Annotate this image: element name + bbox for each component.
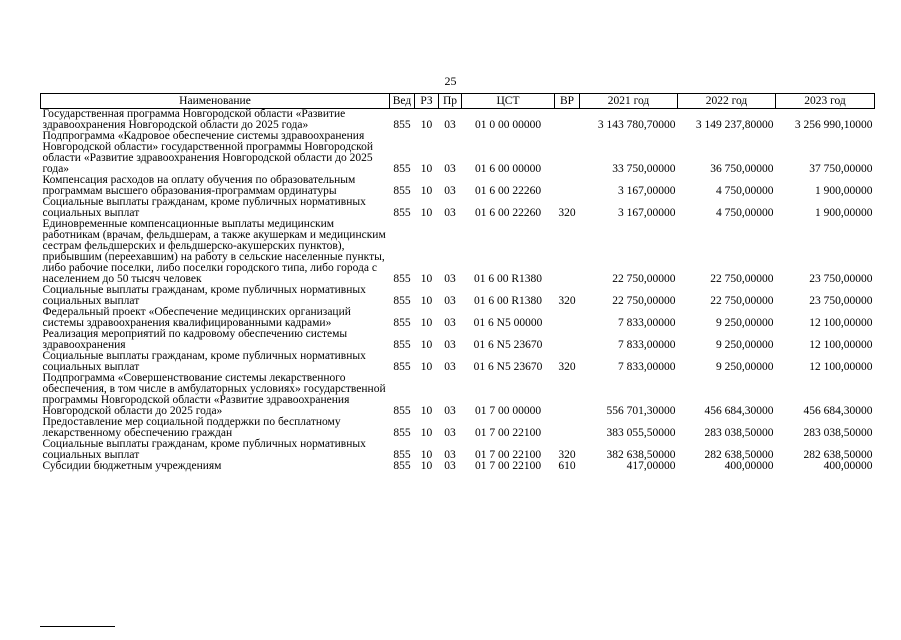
header-rz: РЗ xyxy=(415,94,439,109)
cell-rz: 10 xyxy=(420,405,433,417)
cell-2022: 9 250,00000 xyxy=(716,361,774,373)
cell-pr: 03 xyxy=(444,361,456,373)
cell-pr: 03 xyxy=(444,460,456,472)
cell-cst: 01 7 00 22100 xyxy=(474,449,542,461)
cell-2022: 3 149 237,80000 xyxy=(695,119,774,131)
cell-vr xyxy=(555,417,580,439)
cell-cst: 01 6 N5 23670 xyxy=(473,339,543,351)
cell-rz: 10 xyxy=(420,427,433,439)
cell-pr: 03 xyxy=(444,449,456,461)
cell-cst: 01 7 00 00000 xyxy=(474,405,542,417)
cell-2021: 3 167,00000 xyxy=(618,207,676,219)
cell-ved: 855 xyxy=(393,207,411,219)
cell-2021: 22 750,00000 xyxy=(612,295,676,307)
cell-vr xyxy=(555,373,580,417)
table-row xyxy=(41,439,875,461)
cell-2021: 382 638,50000 xyxy=(606,449,676,461)
cell-name: Субсидии бюджетным учреждениям xyxy=(42,460,222,472)
cell-2023: 12 100,00000 xyxy=(809,361,873,373)
budget-table xyxy=(40,93,875,472)
table-row xyxy=(41,131,875,175)
cell-pr: 03 xyxy=(444,185,456,197)
cell-vr xyxy=(555,109,580,132)
cell-rz: 10 xyxy=(420,460,433,472)
cell-2021: 417,00000 xyxy=(626,460,676,472)
cell-name: Подпрограмма «Совершенствование системы лекарственного обеспечения, в том числе в амбулаторных условиях» государственной программы Новгородской области «Развитие здравоохранения Новгородской области до 2025 года» xyxy=(42,372,386,417)
page-number: 25 xyxy=(444,74,457,88)
cell-vr: 610 xyxy=(558,460,576,472)
table-body xyxy=(41,109,875,473)
cell-2023: 283 038,50000 xyxy=(803,427,873,439)
cell-pr: 03 xyxy=(444,339,456,351)
cell-pr: 03 xyxy=(444,163,456,175)
table-row xyxy=(41,329,875,351)
cell-2021: 22 750,00000 xyxy=(612,273,676,285)
cell-name: Социальные выплаты гражданам, кроме публичных нормативных социальных выплат xyxy=(42,284,366,307)
cell-name: Предоставление мер социальной поддержки по бесплатному лекарственному обеспечению граждан xyxy=(42,416,341,439)
cell-vr: 320 xyxy=(558,207,576,219)
cell-rz: 10 xyxy=(420,339,433,351)
cell-rz: 10 xyxy=(420,163,433,175)
cell-cst: 01 6 00 22260 xyxy=(474,185,542,197)
cell-2022: 4 750,00000 xyxy=(716,185,774,197)
cell-name: Социальные выплаты гражданам, кроме публичных нормативных социальных выплат xyxy=(42,350,366,373)
table-row xyxy=(41,109,875,132)
cell-cst: 01 6 00 00000 xyxy=(474,163,542,175)
cell-name: Единовременные компенсационные выплаты медицинским работникам (врачам, фельдшерам, а также акушеркам и медицинским сестрам фельдшерских и фельдшерско-акушерских пунктов), прибывшим (переехавшим) на работу в сельские населенные пункты, либо рабочие поселки, либо поселки городского типа, либо города с населением до 50 тысяч человек xyxy=(42,218,386,285)
cell-cst: 01 6 N5 23670 xyxy=(473,361,543,373)
cell-ved: 855 xyxy=(393,185,411,197)
cell-name: Государственная программа Новгородской области «Развитие здравоохранения Новгородской области до 2025 года» xyxy=(42,108,346,131)
cell-vr xyxy=(555,175,580,197)
cell-ved: 855 xyxy=(393,460,411,472)
cell-2023: 23 750,00000 xyxy=(809,295,873,307)
cell-2023: 12 100,00000 xyxy=(809,339,873,351)
cell-cst: 01 6 00 22260 xyxy=(474,207,542,219)
cell-2022: 282 638,50000 xyxy=(704,449,774,461)
header-vr: ВР xyxy=(555,94,580,109)
cell-name: Компенсация расходов на оплату обучения по образовательным программам высшего образования-программам ординатуры xyxy=(42,174,356,197)
cell-2021: 3 167,00000 xyxy=(618,185,676,197)
cell-2021: 33 750,00000 xyxy=(612,163,676,175)
cell-2022: 283 038,50000 xyxy=(704,427,774,439)
cell-2022: 4 750,00000 xyxy=(716,207,774,219)
cell-pr: 03 xyxy=(444,273,456,285)
cell-ved: 855 xyxy=(393,339,411,351)
cell-vr: 320 xyxy=(558,361,576,373)
cell-2022: 9 250,00000 xyxy=(716,317,774,329)
cell-2022: 9 250,00000 xyxy=(716,339,774,351)
table-row xyxy=(41,417,875,439)
cell-pr: 03 xyxy=(444,427,456,439)
cell-name: Федеральный проект «Обеспечение медицинских организаций системы здравоохранения квалифицированными кадрами» xyxy=(42,306,351,329)
cell-2023: 282 638,50000 xyxy=(803,449,873,461)
cell-2023: 37 750,00000 xyxy=(809,163,873,175)
table-row xyxy=(41,219,875,285)
header-pr: Пр xyxy=(439,94,462,109)
cell-2021: 383 055,50000 xyxy=(606,427,676,439)
cell-2021: 3 143 780,70000 xyxy=(597,119,676,131)
cell-name: Реализация мероприятий по кадровому обеспечению системы здравоохранения xyxy=(42,328,348,351)
header-2022: 2022 год xyxy=(678,94,776,109)
cell-pr: 03 xyxy=(444,119,456,131)
table-row xyxy=(41,175,875,197)
cell-cst: 01 7 00 22100 xyxy=(474,427,542,439)
cell-2021: 7 833,00000 xyxy=(618,361,676,373)
cell-2023: 1 900,00000 xyxy=(815,207,873,219)
cell-ved: 855 xyxy=(393,163,411,175)
table-row xyxy=(41,285,875,307)
cell-cst: 01 0 00 00000 xyxy=(474,119,542,131)
table-header-row xyxy=(41,94,875,109)
cell-pr: 03 xyxy=(444,405,456,417)
table-row xyxy=(41,461,875,472)
header-name: Наименование xyxy=(41,94,390,109)
footnote-separator xyxy=(40,626,115,627)
cell-2022: 400,00000 xyxy=(724,460,774,472)
cell-vr xyxy=(555,329,580,351)
cell-vr: 320 xyxy=(558,449,576,461)
cell-name: Социальные выплаты гражданам, кроме публичных нормативных социальных выплат xyxy=(42,438,366,461)
cell-2023: 456 684,30000 xyxy=(803,405,873,417)
cell-ved: 855 xyxy=(393,449,411,461)
cell-2021: 7 833,00000 xyxy=(618,339,676,351)
cell-2023: 1 900,00000 xyxy=(815,185,873,197)
cell-vr: 320 xyxy=(558,295,576,307)
cell-rz: 10 xyxy=(420,207,433,219)
cell-rz: 10 xyxy=(420,317,433,329)
cell-2021: 7 833,00000 xyxy=(618,317,676,329)
cell-name: Подпрограмма «Кадровое обеспечение системы здравоохранения Новгородской области» государственной программы Новгородской области «Развитие здравоохранения Новгородской области до 2025 года» xyxy=(42,130,374,175)
cell-pr: 03 xyxy=(444,295,456,307)
cell-ved: 855 xyxy=(393,295,411,307)
cell-ved: 855 xyxy=(393,273,411,285)
header-2021: 2021 год xyxy=(580,94,678,109)
cell-vr xyxy=(555,219,580,285)
cell-cst: 01 6 00 R1380 xyxy=(473,273,543,285)
cell-2022: 22 750,00000 xyxy=(710,295,774,307)
cell-2023: 12 100,00000 xyxy=(809,317,873,329)
cell-ved: 855 xyxy=(393,361,411,373)
table-row xyxy=(41,307,875,329)
cell-vr xyxy=(555,307,580,329)
cell-2022: 36 750,00000 xyxy=(710,163,774,175)
cell-cst: 01 6 N5 00000 xyxy=(473,317,543,329)
cell-rz: 10 xyxy=(420,185,433,197)
table-row xyxy=(41,373,875,417)
header-ved: Вед xyxy=(390,94,415,109)
cell-cst: 01 7 00 22100 xyxy=(474,460,542,472)
cell-rz: 10 xyxy=(420,295,433,307)
table-row xyxy=(41,351,875,373)
cell-ved: 855 xyxy=(393,317,411,329)
cell-pr: 03 xyxy=(444,207,456,219)
cell-2022: 456 684,30000 xyxy=(704,405,774,417)
cell-2023: 3 256 990,10000 xyxy=(794,119,873,131)
cell-cst: 01 6 00 R1380 xyxy=(473,295,543,307)
cell-rz: 10 xyxy=(420,273,433,285)
cell-rz: 10 xyxy=(420,361,433,373)
cell-vr xyxy=(555,131,580,175)
header-cst: ЦСТ xyxy=(462,94,555,109)
cell-ved: 855 xyxy=(393,405,411,417)
cell-ved: 855 xyxy=(393,119,411,131)
cell-pr: 03 xyxy=(444,317,456,329)
cell-2023: 400,00000 xyxy=(823,460,873,472)
cell-rz: 10 xyxy=(420,449,433,461)
cell-2022: 22 750,00000 xyxy=(710,273,774,285)
cell-2023: 23 750,00000 xyxy=(809,273,873,285)
cell-ved: 855 xyxy=(393,427,411,439)
cell-name: Социальные выплаты гражданам, кроме публичных нормативных социальных выплат xyxy=(42,196,366,219)
table-row xyxy=(41,197,875,219)
cell-rz: 10 xyxy=(420,119,433,131)
cell-2021: 556 701,30000 xyxy=(606,405,676,417)
header-2023: 2023 год xyxy=(776,94,875,109)
